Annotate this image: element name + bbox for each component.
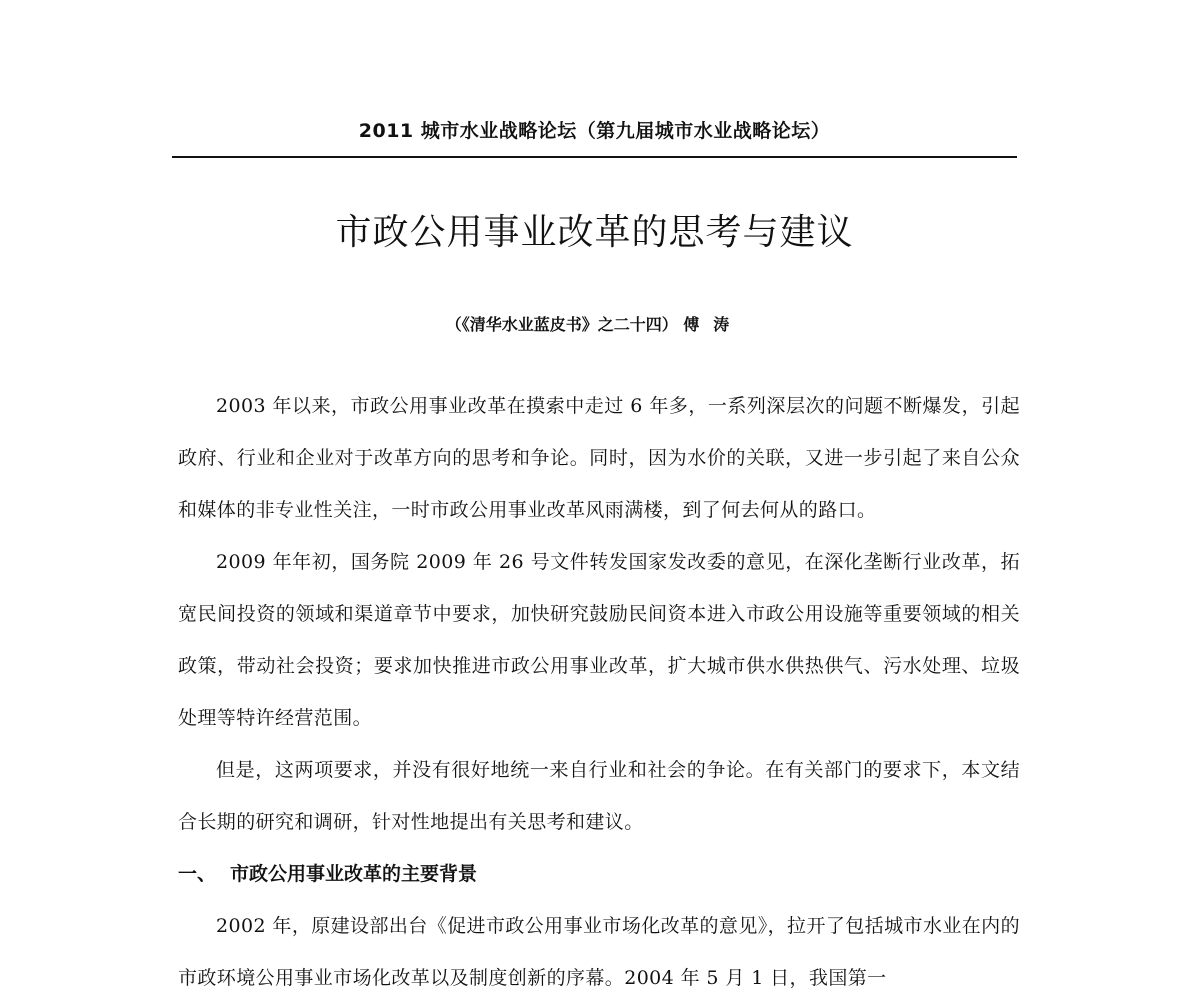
- section-heading-1: [178, 848, 1020, 900]
- body-text: [178, 380, 1020, 1004]
- paragraph-2: 2009 年年初，国务院 2009 年 26 号文件转发国家发改委的意见，在深化垄断行业改革，拓宽民间投资的领域和渠道章节中要求，加快研究鼓励民间资本进入市政公用设施等重要领域的相关政策，带动社会投资；要求加快推进市政公用事业改革，扩大城市供水供热供气、污水处理、垃圾处理等特许经营范围。: [178, 551, 1020, 729]
- byline-series: （《清华水业蓝皮书》之二十四）: [445, 315, 678, 334]
- running-header: 2011 城市水业战略论坛（第九届城市水业战略论坛）: [358, 120, 831, 142]
- byline: [172, 312, 1017, 335]
- paragraph-4: 2002 年，原建设部出台《促进市政公用事业市场化改革的意见》，拉开了包括城市水业在内的市政环境公用事业市场化改革以及制度创新的序幕。2004 年 5 月 1 日，我国第一: [178, 915, 1020, 989]
- paragraph-3: 但是，这两项要求，并没有很好地统一来自行业和社会的争论。在有关部门的要求下，本文结合长期的研究和调研，针对性地提出有关思考和建议。: [178, 759, 1020, 833]
- paragraph-1: 2003 年以来，市政公用事业改革在摸索中走过 6 年多，一系列深层次的问题不断爆发，引起政府、行业和企业对于改革方向的思考和争论。同时，因为水价的关联，又进一步引起了来自公众和媒体的非专业性关注，一时市政公用事业改革风雨满楼，到了何去何从的路口。: [178, 395, 1020, 521]
- section-title: 市政公用事业改革的主要背景: [230, 863, 478, 885]
- document-title: 市政公用事业改革的思考与建议: [335, 212, 854, 253]
- header-rule: [172, 156, 1017, 158]
- section-number: 一、: [178, 863, 217, 885]
- byline-author: 傅涛: [683, 315, 744, 334]
